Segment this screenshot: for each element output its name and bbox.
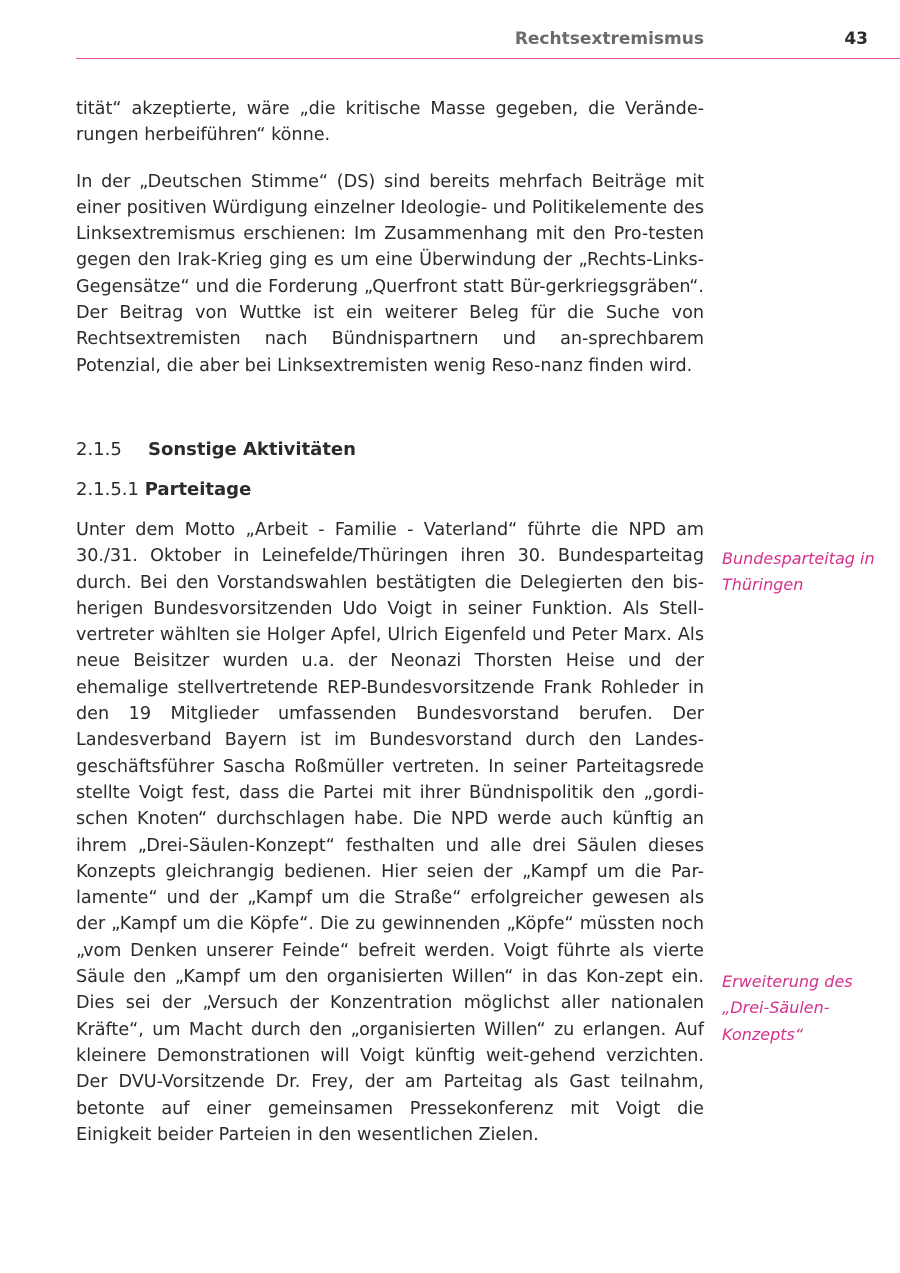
section-heading	[76, 437, 704, 463]
subsection-title: Parteitage	[144, 478, 252, 500]
section-number: 2.1.5	[76, 438, 122, 460]
page-number: 43	[844, 29, 868, 49]
margin-note-drei-saeulen: Erweiterung des „Drei-Säulen-Konzepts“	[722, 972, 853, 1044]
page-header	[76, 28, 900, 59]
paragraph-deutsche-stimme: In der „Deutschen Stimme“ (DS) sind bereits mehrfach Beiträge mit einer positiven Würdigung einzelner Ideologie- und Politikelemente des Linksextremismus erschienen: Im Zusammenhang mit den Pro-testen gegen den Irak-Krieg ging es um eine Überwindung der „Rechts-Links-Gegensätze“ und die Forderung „Querfront statt Bür-gerkriegsgräben“. Der Beitrag von Wuttke ist ein weiterer Beleg für die Suche von Rechtsextremisten nach Bündnispartnern und an-sprechbarem Potenzial, die aber bei Linksextremisten wenig Reso-nanz finden wird.	[76, 171, 704, 376]
paragraph-continuation: tität“ akzeptierte, wäre „die kritische Masse gegeben, die Verände-rungen herbeiführen“ könne.	[76, 99, 704, 146]
main-text-column	[76, 96, 704, 1148]
section-title: Sonstige Aktivitäten	[148, 438, 356, 460]
paragraph-parteitage: Unter dem Motto „Arbeit - Familie - Vaterland“ führte die NPD am 30./31. Oktober in Leinefelde/Thüringen ihren 30. Bundesparteitag durch. Bei den Vorstandswahlen bestätigten die Delegierten den bis-herigen Bundesvorsitzenden Udo Voigt in seiner Funktion. Als Stell-vertreter wählten sie Holger Apfel, Ulrich Eigenfeld und Peter Marx. Als neue Beisitzer wurden u.a. der Neonazi Thorsten Heise und der ehemalige stellvertretende REP-Bundesvorsitzende Frank Rohleder in den 19 Mitglieder umfassenden Bundesvorstand berufen. Der Landesverband Bayern ist im Bundesvorstand durch den Landes-geschäftsführer Sascha Roßmüller vertreten. In seiner Parteitagsrede stellte Voigt fest, dass die Partei mit ihrer Bündnispolitik den „gordi-schen Knoten“ durchschlagen habe. Die NPD werde auch künftig an ihrem „Drei-Säulen-Konzept“ festhalten und alle drei Säulen dieses Konzepts gleichrangig bedienen. Hier seien der „Kampf um die Par-lamente“ und der „Kampf um die Straße“ erfolgreicher gewesen als der „Kampf um die Köpfe“. Die zu gewinnenden „Köpfe“ müssten noch „vom Denken unserer Feinde“ befreit werden. Voigt führte als vierte Säule den „Kampf um den organisierten Willen“ in das Kon-zept ein. Dies sei der „Versuch der Konzentration möglichst aller nationalen Kräfte“, um Macht durch den „organisierten Willen“ zu erlangen. Auf kleinere Demonstrationen will Voigt künftig weit-gehend verzichten. Der DVU-Vorsitzende Dr. Frey, der am Parteitag als Gast teilnahm, betonte auf einer gemeinsamen Pressekonferenz mit Voigt die Einigkeit beider Parteien in den wesentlichen Zielen.	[76, 519, 704, 1145]
subsection-number: 2.1.5.1	[76, 478, 139, 500]
running-section-title: Rechtsextremismus	[514, 29, 704, 49]
margin-note-bundesparteitag: Bundesparteitag in Thüringen	[722, 549, 875, 595]
subsection-heading	[76, 477, 704, 503]
